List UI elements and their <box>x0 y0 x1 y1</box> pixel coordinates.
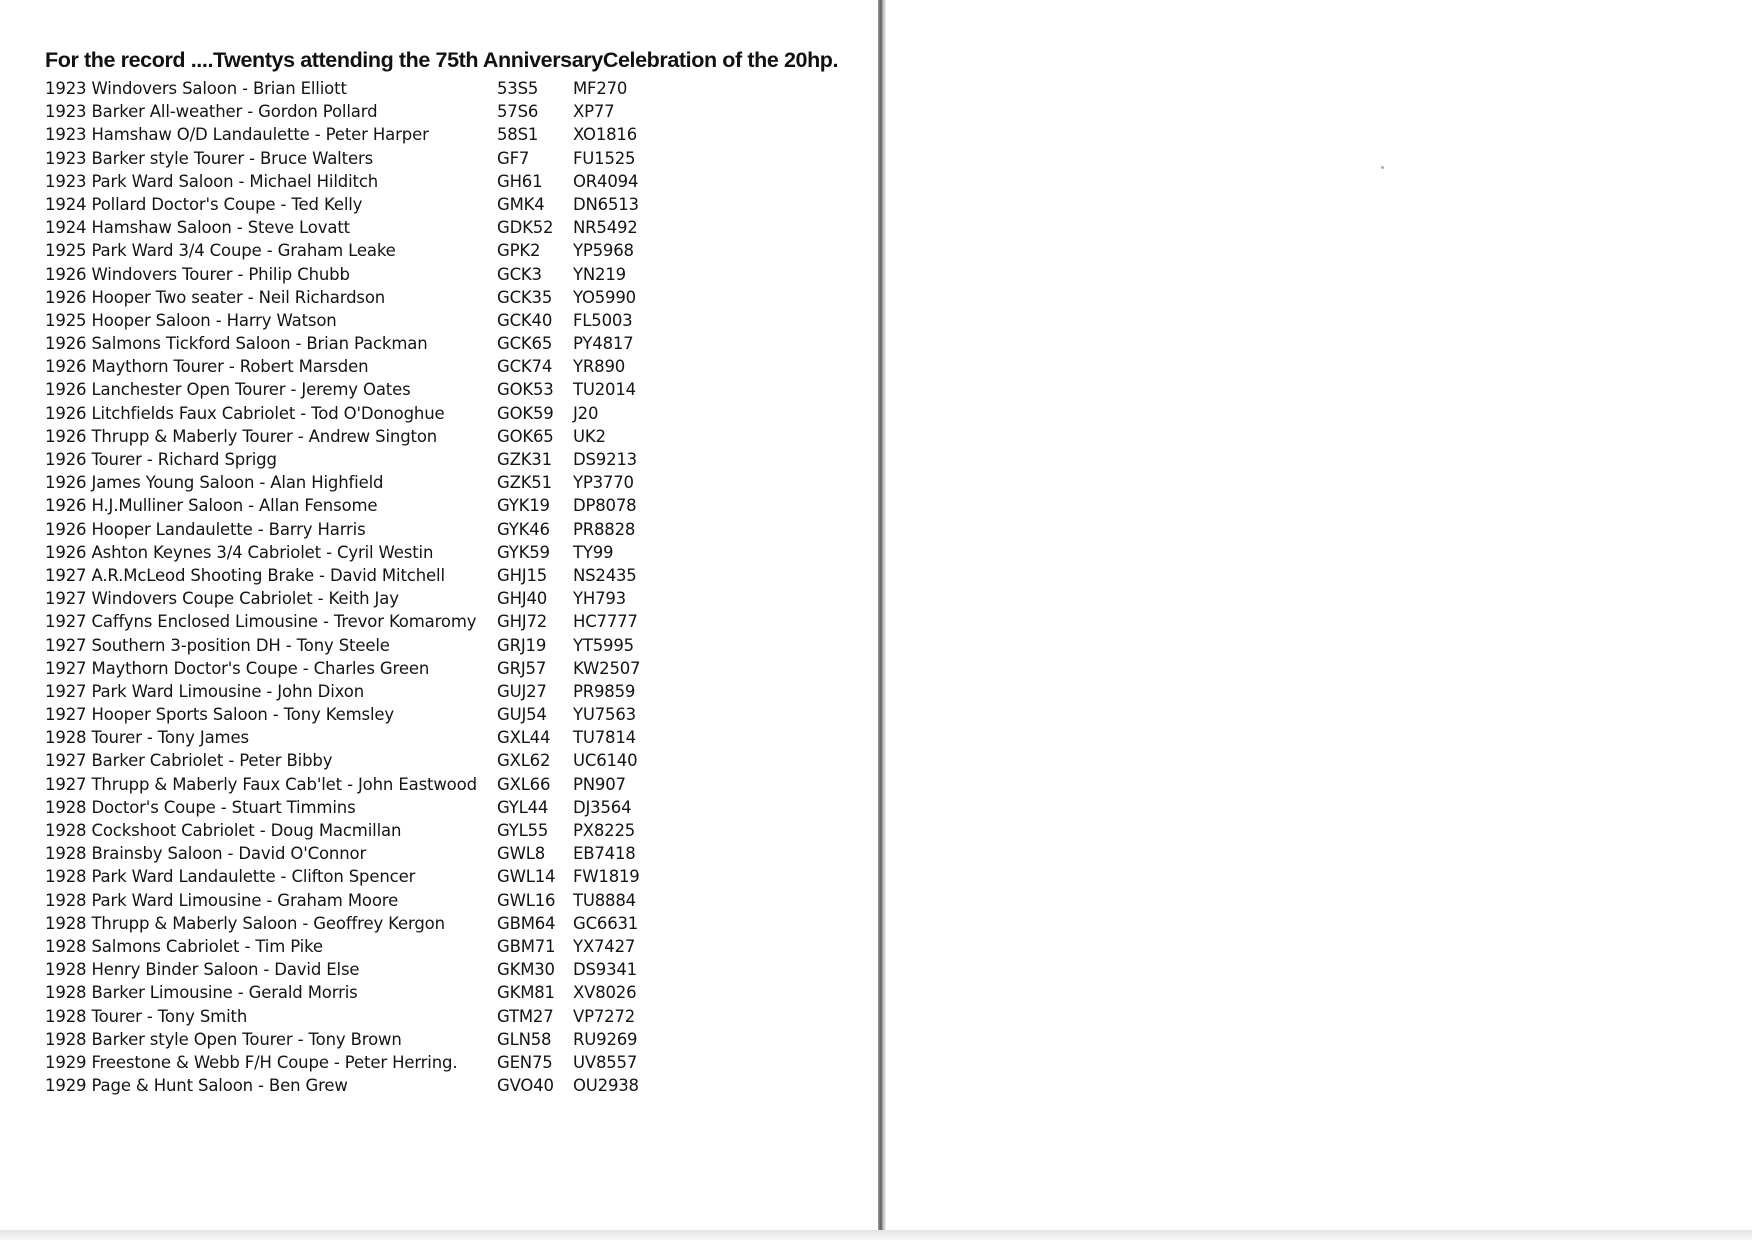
registration-number: YT5995 <box>573 635 634 655</box>
car-and-owner: 1926 Salmons Tickford Saloon - Brian Packman <box>45 334 428 354</box>
chassis-number: GHJ40 <box>497 589 548 609</box>
right-page-blank <box>886 0 1752 1230</box>
chassis-number: GPK2 <box>497 241 541 261</box>
car-and-owner: 1928 Henry Binder Saloon - David Else <box>45 960 360 980</box>
chassis-number: GCK40 <box>497 310 553 330</box>
chassis-number: GVO40 <box>497 1076 554 1096</box>
car-and-owner: 1926 Maythorn Tourer - Robert Marsden <box>45 357 369 377</box>
list-item <box>45 494 665 517</box>
car-and-owner: 1926 Windovers Tourer - Philip Chubb <box>45 264 350 284</box>
registration-number: GC6631 <box>573 913 639 933</box>
page-gutter <box>878 0 886 1232</box>
registration-number: YP5968 <box>573 241 634 261</box>
list-item <box>45 889 665 912</box>
car-and-owner: 1926 Ashton Keynes 3/4 Cabriolet - Cyril Westin <box>45 542 434 562</box>
list-item <box>45 425 665 448</box>
chassis-number: GXL44 <box>497 728 551 748</box>
chassis-number: GBM64 <box>497 913 556 933</box>
chassis-number: GCK3 <box>497 264 542 284</box>
chassis-number: GTM27 <box>497 1006 554 1026</box>
car-and-owner: 1926 Tourer - Richard Sprigg <box>45 450 277 469</box>
chassis-number: GUJ27 <box>497 681 547 701</box>
registration-number: FL5003 <box>573 310 633 330</box>
list-item <box>45 749 665 772</box>
car-and-owner: 1927 Maythorn Doctor's Coupe - Charles Green <box>45 658 430 678</box>
list-item <box>45 378 665 401</box>
registration-number: PN907 <box>573 774 626 794</box>
list-item <box>45 981 665 1004</box>
list-item <box>45 773 665 796</box>
registration-number: TU8884 <box>573 890 636 910</box>
registration-number: YR890 <box>573 357 626 377</box>
chassis-number: GWL16 <box>497 890 556 910</box>
registration-number: TU2014 <box>573 380 636 400</box>
chassis-number: GYL55 <box>497 821 549 840</box>
list-item <box>45 518 665 541</box>
chassis-number: GRJ57 <box>497 658 547 678</box>
list-item <box>45 1051 665 1074</box>
car-and-owner: 1927 Southern 3-position DH - Tony Steele <box>45 635 390 655</box>
chassis-number: GRJ19 <box>497 635 547 655</box>
car-and-owner: 1928 Salmons Cabriolet - Tim Pike <box>45 936 323 956</box>
list-item <box>45 77 665 100</box>
registration-number: PX8225 <box>573 821 636 840</box>
car-and-owner: 1924 Hamshaw Saloon - Steve Lovatt <box>45 218 350 238</box>
car-and-owner: 1927 Barker Cabriolet - Peter Bibby <box>45 751 333 771</box>
car-and-owner: 1928 Park Ward Limousine - Graham Moore <box>45 890 399 910</box>
car-and-owner: 1926 Lanchester Open Tourer - Jeremy Oates <box>45 380 411 400</box>
chassis-number: GKM81 <box>497 983 555 1003</box>
registration-number: KW2507 <box>573 658 641 678</box>
chassis-number: GH61 <box>497 171 543 191</box>
chassis-number: 58S1 <box>497 125 539 145</box>
list-item <box>45 610 665 633</box>
page-bottom-edge <box>0 1230 1752 1240</box>
list-item <box>45 123 665 146</box>
list-item <box>45 355 665 378</box>
list-item <box>45 471 665 494</box>
list-item <box>45 1074 665 1097</box>
registration-number: UV8557 <box>573 1052 638 1072</box>
car-and-owner: 1927 Hooper Sports Saloon - Tony Kemsley <box>45 705 395 725</box>
registration-number: PR9859 <box>573 681 636 701</box>
registration-number: PY4817 <box>573 334 634 354</box>
registration-number: FW1819 <box>573 867 640 887</box>
car-and-owner: 1928 Tourer - Tony Smith <box>45 1006 248 1026</box>
chassis-number: GHJ72 <box>497 612 548 632</box>
car-and-owner: 1924 Pollard Doctor's Coupe - Ted Kelly <box>45 194 363 214</box>
list-item <box>45 170 665 193</box>
list-item <box>45 193 665 216</box>
chassis-number: GCK74 <box>497 357 553 377</box>
car-and-owner: 1925 Park Ward 3/4 Coupe - Graham Leake <box>45 241 396 261</box>
chassis-number: GYK19 <box>497 496 550 516</box>
car-and-owner: 1923 Barker All-weather - Gordon Pollard <box>45 102 378 122</box>
list-item <box>45 448 665 471</box>
car-and-owner: 1929 Freestone & Webb F/H Coupe - Peter Herring. <box>45 1052 458 1072</box>
car-and-owner: 1923 Windovers Saloon - Brian Elliott <box>45 79 347 98</box>
car-and-owner: 1926 Hooper Landaulette - Barry Harris <box>45 519 366 539</box>
registration-number: DJ3564 <box>573 797 632 817</box>
car-and-owner: 1929 Page & Hunt Saloon - Ben Grew <box>45 1076 348 1096</box>
car-and-owner: 1926 Thrupp & Maberly Tourer - Andrew Sington <box>45 426 438 446</box>
registration-number: YO5990 <box>573 287 636 307</box>
car-and-owner: 1928 Doctor's Coupe - Stuart Timmins <box>45 797 356 817</box>
chassis-number: GZK31 <box>497 450 552 469</box>
chassis-number: GYK46 <box>497 519 550 539</box>
registration-number: UC6140 <box>573 751 638 771</box>
car-and-owner: 1923 Park Ward Saloon - Michael Hilditch <box>45 171 379 191</box>
list-item <box>45 958 665 981</box>
list-item <box>45 147 665 170</box>
registration-number: MF270 <box>573 79 628 98</box>
car-and-owner: 1928 Tourer - Tony James <box>45 728 249 748</box>
chassis-number: 57S6 <box>497 102 539 122</box>
car-and-owner: 1926 James Young Saloon - Alan Highfield <box>45 473 384 493</box>
chassis-number: GLN58 <box>497 1029 552 1049</box>
car-and-owner: 1927 Park Ward Limousine - John Dixon <box>45 681 365 701</box>
car-and-owner: 1927 Thrupp & Maberly Faux Cab'let - John Eastwood <box>45 774 477 794</box>
chassis-number: GYK59 <box>497 542 550 562</box>
chassis-number: 53S5 <box>497 79 539 98</box>
registration-number: UK2 <box>573 426 606 446</box>
chassis-number: GXL62 <box>497 751 551 771</box>
chassis-number: GDK52 <box>497 218 554 238</box>
registration-number: PR8828 <box>573 519 636 539</box>
page-title: For the record ....Twentys attending the 75th AnniversaryCelebration of the 20hp. <box>45 48 839 72</box>
chassis-number: GOK53 <box>497 380 554 400</box>
list-item <box>45 819 665 842</box>
list-item <box>45 842 665 865</box>
list-item <box>45 564 665 587</box>
chassis-number: GYL44 <box>497 797 549 817</box>
registration-number: NS2435 <box>573 565 637 585</box>
registration-number: YX7427 <box>573 936 636 956</box>
list-item <box>45 680 665 703</box>
chassis-number: GWL14 <box>497 867 556 887</box>
registration-number: RU9269 <box>573 1029 638 1049</box>
list-item <box>45 1028 665 1051</box>
chassis-number: GKM30 <box>497 960 555 980</box>
registration-number: XP77 <box>573 102 615 122</box>
chassis-number: GBM71 <box>497 936 556 956</box>
list-item <box>45 332 665 355</box>
list-item <box>45 100 665 123</box>
chassis-number: GMK4 <box>497 194 545 214</box>
car-and-owner: 1923 Hamshaw O/D Landaulette - Peter Harper <box>45 125 429 145</box>
scan-speck <box>1381 166 1384 169</box>
list-item <box>45 657 665 680</box>
registration-number: DP8078 <box>573 496 637 516</box>
car-and-owner: 1926 Hooper Two seater - Neil Richardson <box>45 287 386 307</box>
car-and-owner: 1928 Thrupp & Maberly Saloon - Geoffrey Kergon <box>45 913 445 933</box>
chassis-number: GWL8 <box>497 844 545 864</box>
left-page <box>0 0 878 1230</box>
car-and-owner: 1927 Windovers Coupe Cabriolet - Keith Jay <box>45 589 399 609</box>
registration-number: TU7814 <box>573 728 636 748</box>
chassis-number: GOK59 <box>497 403 554 423</box>
car-and-owner: 1925 Hooper Saloon - Harry Watson <box>45 310 337 330</box>
registration-number: XV8026 <box>573 983 637 1003</box>
registration-number: YP3770 <box>573 473 634 493</box>
list-item <box>45 703 665 726</box>
chassis-number: GCK35 <box>497 287 553 307</box>
list-item <box>45 541 665 564</box>
registration-number: FU1525 <box>573 148 636 168</box>
chassis-number: GZK51 <box>497 473 552 493</box>
chassis-number: GUJ54 <box>497 705 547 725</box>
car-and-owner: 1928 Park Ward Landaulette - Clifton Spencer <box>45 867 416 887</box>
registration-number: J20 <box>573 403 599 423</box>
car-and-owner: 1923 Barker style Tourer - Bruce Walters <box>45 148 374 168</box>
chassis-number: GF7 <box>497 148 530 168</box>
chassis-number: GXL66 <box>497 774 551 794</box>
chassis-number: GEN75 <box>497 1052 553 1072</box>
list-item <box>45 239 665 262</box>
registration-number: EB7418 <box>573 844 636 864</box>
registration-number: OR4094 <box>573 171 639 191</box>
registration-number: VP7272 <box>573 1006 636 1026</box>
car-and-owner: 1928 Brainsby Saloon - David O'Connor <box>45 844 367 864</box>
list-item <box>45 263 665 286</box>
list-item <box>45 587 665 610</box>
list-item <box>45 286 665 309</box>
car-and-owner: 1926 Litchfields Faux Cabriolet - Tod O'Donoghue <box>45 403 445 423</box>
registration-number: DN6513 <box>573 194 639 214</box>
registration-number: TY99 <box>573 542 614 562</box>
list-item <box>45 865 665 888</box>
car-and-owner: 1928 Barker style Open Tourer - Tony Brown <box>45 1029 402 1049</box>
list-item <box>45 935 665 958</box>
list-item <box>45 796 665 819</box>
attendee-list <box>45 77 665 1097</box>
list-item <box>45 309 665 332</box>
list-item <box>45 402 665 425</box>
list-item <box>45 912 665 935</box>
chassis-number: GHJ15 <box>497 565 548 585</box>
registration-number: OU2938 <box>573 1076 639 1096</box>
registration-number: NR5492 <box>573 218 638 238</box>
car-and-owner: 1926 H.J.Mulliner Saloon - Allan Fensome <box>45 496 378 516</box>
list-item <box>45 726 665 749</box>
registration-number: YH793 <box>573 589 626 609</box>
list-item <box>45 216 665 239</box>
registration-number: YU7563 <box>573 705 636 725</box>
car-and-owner: 1928 Cockshoot Cabriolet - Doug Macmillan <box>45 821 402 840</box>
list-item <box>45 1005 665 1028</box>
registration-number: DS9213 <box>573 450 637 469</box>
registration-number: HC7777 <box>573 612 638 632</box>
chassis-number: GOK65 <box>497 426 554 446</box>
car-and-owner: 1927 Caffyns Enclosed Limousine - Trevor Komaromy <box>45 612 477 632</box>
registration-number: XO1816 <box>573 125 638 145</box>
registration-number: DS9341 <box>573 960 637 980</box>
car-and-owner: 1927 A.R.McLeod Shooting Brake - David Mitchell <box>45 565 445 585</box>
list-item <box>45 634 665 657</box>
registration-number: YN219 <box>573 264 626 284</box>
car-and-owner: 1928 Barker Limousine - Gerald Morris <box>45 983 358 1003</box>
chassis-number: GCK65 <box>497 334 553 354</box>
